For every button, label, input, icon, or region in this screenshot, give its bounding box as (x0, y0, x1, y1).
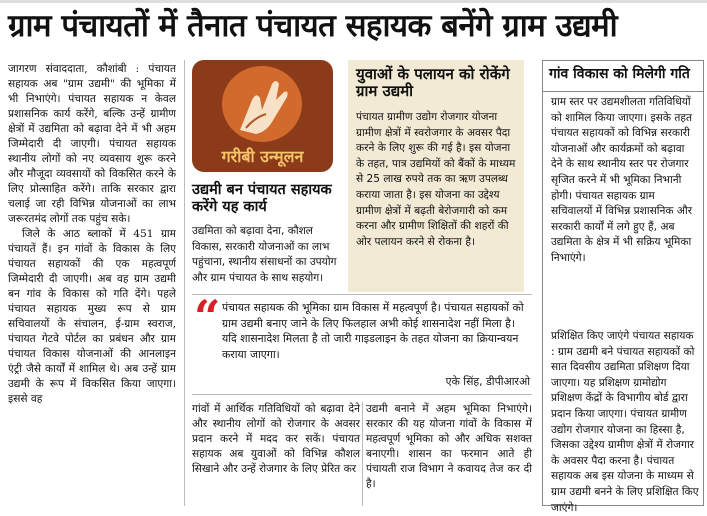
box-text-training: प्रशिक्षित किए जाएंगे पंचायत सहायक : ग्राम उद्यमी बने पंचायत सहायकों को सात दिवसीय उद्यमिता प्रशिक्षण दिया जाएगा। यह प्रशिक्षण ग्रामोद्योग प्रशिक्षण केंद्रों के विभागीय बोर्ड द्वारा प्रदान किया जाएगा। पंचायत ग्रामीण उद्योग रोजगार योजना का हिस्सा है, जिसका उद्देश्य ग्रामीण क्षेत्रों में रोजगार के अवसर पैदा करना है। पंचायत सहायक अब इस योजना के माध्यम से ग्राम उद्यमी बनने के लिए प्रशिक्षित किए जाएंगे। (551, 330, 699, 514)
divider (192, 294, 532, 295)
box-heading: गांव विकास को मिलेगी गति (549, 66, 690, 82)
quote-author: एके सिंह, डीपीआरओ (445, 375, 530, 388)
divider (192, 394, 532, 395)
sidebar-box-migration (348, 60, 524, 292)
paragraph: जागरण संवाददाता, कौशांबी : पंचायत सहायक अब "ग्राम उद्यमी" की भूमिका में भी निभाएंगे। पंचायत सहायक न केवल प्रशासनिक कार्य करेंगे, बल्कि उन्हें ग्रामीण क्षेत्रों में उद्यमिता को बढ़ावा देने में भी अहम जिम्मेदारी दी जाएगी। पंचायत सहायक स्थानीय लोगों को नए व्यवसाय शुरू करने और मौजूदा व्यवसायों को विकसित करने के लिए प्रोत्साहित करेंगे। ताकि सरकार द्वारा चलाई जा रही विभिन्न योजनाओं का लाभ जरूरतमंद लोगों तक पहुंच सके। (8, 63, 176, 225)
article-column-3: गांवों में आर्थिक गतिविधियों को बढ़ावा देने और स्थानीय लोगों को रोजगार के अवसर प्रदान करने में मदद कर सकें। पंचायत सहायक अब युवाओं को विभिन्न कौशल सिखाने और उन्हें रोजगार के लिए प्रेरित कर (192, 403, 360, 475)
quote-mark-icon: “ (194, 290, 221, 344)
box-text: पंचायत ग्रामीण उद्योग रोजगार योजना ग्रामीण क्षेत्रों में स्वरोजगार के अवसर पैदा करने के लिए शुरू की गई है। इस योजना के तहत, पात्र उद्यमियों को बैंकों के माध्यम से 25 लाख रुपये तक का ऋण उपलब्ध कराया जाता है। इस योजना का उद्देश्य ग्रामीण क्षेत्रों में बढ़ती बेरोजगारी को कम करना और ग्रामीण शिक्षितों की शहरों की ओर पलायन करने से रोकना है। (356, 111, 516, 248)
section-heading: उद्यमी बन पंचायत सहायक करेंगे यह कार्य (192, 182, 332, 215)
paragraph: जिले के आठ ब्लाकों में 451 ग्राम पंचायतें हैं। इन गांवों के विकास के लिए पंचायत सहायकों की एक महत्वपूर्ण जिम्मेदारी दी जाएगी। अब वह ग्राम उद्यमी बन गांव के विकास को गति देंगे। पहले पंचायत सहायक मुख्य रूप से ग्राम सचिवालयों के संचालन, ई-ग्राम स्वराज, पंचायत गेटवे पोर्टल का प्रबंधन और ग्राम पंचायत विकास योजनाओं की आनलाइन एंट्री जैसे कार्यों में शामिल थे। अब उन्हें ग्राम उद्यमी के रूप में विकसित किया जाएगा। इससे वह (8, 228, 176, 405)
section-text: उद्यमिता को बढ़ावा देना, कौशल विकास, सरकारी योजनाओं का लाभ पहुंचाना, स्थानीय संसाधनों का उपयोग और ग्राम पंचायत के साथ सहयोग। (192, 225, 337, 284)
headline: ग्राम पंचायतों में तैनात पंचायत सहायक बनेंगे ग्राम उद्यमी (8, 8, 618, 44)
article-column-1 (8, 62, 176, 508)
logo-label: गरीबी उन्मूलन (221, 147, 304, 166)
article-column-4: उद्यमी बनाने में अहम भूमिका निभाएंगे। सरकार की यह योजना गांवों के विकास में महत्वपूर्ण भूमिका को और अधिक सशक्त बनाएगी। शासन का फरमान आते ही पंचायती राज विभाग ने कवायद तेज कर दी है। (366, 403, 532, 490)
official-quote (192, 290, 532, 374)
top-strip (0, 0, 707, 3)
quote-text: पंचायत सहायक की भूमिका ग्राम विकास में महत्वपूर्ण है। पंचायत सहायकों को ग्राम उद्यमी बनाए जाने के लिए फिलहाल अभी कोई शासनादेश नहीं मिला है। यदि शासनादेश मिलता है तो जारी गाइडलाइन के तहत योजना का क्रियान्वयन कराया जाएगा। (222, 301, 524, 361)
box-heading: युवाओं के पलायन को रोकेंगे ग्राम उद्यमी (356, 65, 510, 100)
box-divider (543, 91, 703, 92)
sidebar-box-village-development (542, 60, 704, 514)
hands-icon (232, 70, 294, 140)
poverty-logo (192, 60, 333, 172)
box-text: ग्राम स्तर पर उद्यमशीलता गतिविधियों को शामिल किया जाएगा। इसके तहत पंचायत सहायकों को विभिन्न सरकारी योजनाओं और कार्यक्रमों को बढ़ावा देने के साथ स्थानीय स्तर पर रोजगार सृजित करने में भी भूमिका निभानी होगी। पंचायत सहायक ग्राम सचिवालयों में विभिन्न प्रशासनिक और सरकारी कार्यों में लगे हुए हैं, अब उद्यमिता के क्षेत्र में भी सक्रिय भूमिका निभाएंगे। (551, 96, 693, 264)
column-divider (184, 60, 185, 506)
column-divider (362, 402, 363, 506)
